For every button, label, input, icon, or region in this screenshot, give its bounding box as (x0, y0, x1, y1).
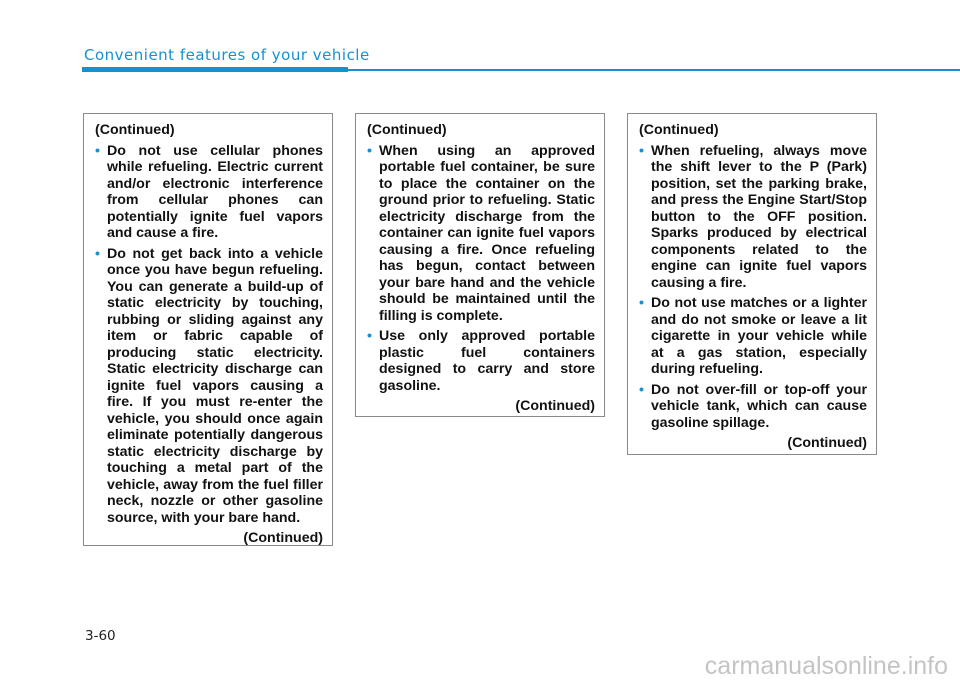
bullet-text: Do not over-fill or top-off your vehicle tank, which can cause gasoline spillage. (651, 381, 867, 431)
bullet-text: When refueling, always move the shift lever to the P (Park) position, set the parking brake, and press the Engine Start/Stop button to the OFF position. Sparks produced by electrical components related to the engine can ignite fuel vapors causing a fire. (651, 142, 867, 291)
bullet-item (639, 295, 867, 378)
bullet-dot-icon: • (639, 142, 644, 159)
warning-panel-2 (355, 113, 605, 417)
header-accent-bar (82, 67, 348, 72)
warning-panel-1 (83, 113, 333, 546)
bullet-item (639, 143, 867, 292)
bullet-text: When using an approved portable fuel container, be sure to place the container on the ground prior to refueling. Static electricity discharge from the container can ignite fuel vapors causing a fire. Once refueling has begun, contact between your bare hand and the vehicle should be maintained until the filling is complete. (379, 142, 595, 324)
continued-label-bottom: (Continued) (787, 435, 867, 451)
bullet-item (367, 328, 595, 394)
continued-label-top: (Continued) (639, 122, 719, 138)
watermark: carmanualsonline.info (704, 652, 948, 680)
bullet-dot-icon: • (95, 245, 100, 262)
section-title: Convenient features of your vehicle (84, 46, 370, 64)
bullet-item (95, 143, 323, 242)
bullet-dot-icon: • (639, 381, 644, 398)
continued-label-top: (Continued) (95, 122, 175, 138)
header-rule (348, 69, 960, 71)
bullet-item (95, 246, 323, 527)
bullet-dot-icon: • (95, 142, 100, 159)
bullet-dot-icon: • (367, 142, 372, 159)
page-number: 3-60 (85, 628, 116, 644)
bullet-text: Do not use cellular phones while refueling. Electric current and/or electronic interference from cellular phones can potentially ignite fuel vapors and cause a fire. (107, 142, 323, 241)
continued-label-top: (Continued) (367, 122, 447, 138)
bullet-item (367, 143, 595, 325)
bullet-text: Do not use matches or a lighter and do not smoke or leave a lit cigarette in your vehicle while at a gas station, especially during refueling. (651, 295, 867, 377)
bullet-dot-icon: • (639, 295, 644, 311)
continued-label-bottom: (Continued) (515, 398, 595, 414)
continued-label-bottom: (Continued) (243, 530, 323, 546)
bullet-dot-icon: • (367, 328, 372, 344)
bullet-item (639, 382, 867, 432)
bullet-text: Do not get back into a vehicle once you have begun refueling. You can generate a build-up of static electricity by touching, rubbing or sliding against any item or fabric capable of producing static electricity. Static electricity discharge can ignite fuel vapors causing a fire. If you must re-enter the vehicle, you should once again eliminate potentially dangerous static electricity discharge by touching a metal part of the vehicle, away from the fuel filler neck, nozzle or other gasoline source, with your bare hand. (107, 245, 323, 526)
bullet-text: Use only approved portable plastic fuel containers designed to carry and store gasoline. (379, 328, 595, 394)
warning-panel-3 (627, 113, 877, 455)
